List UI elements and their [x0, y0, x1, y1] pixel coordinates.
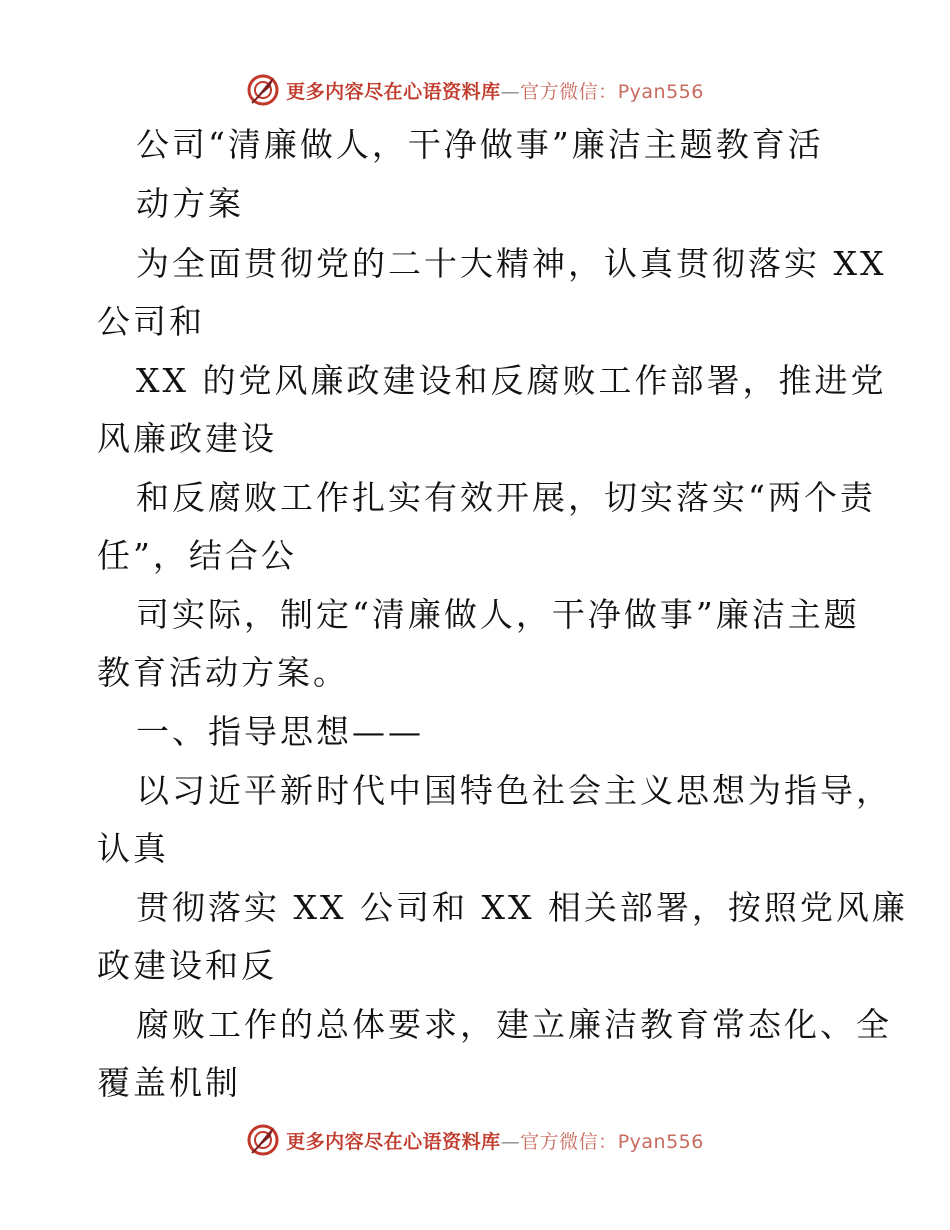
doc-title-line-2: 动方案 — [136, 184, 244, 223]
quill-logo-icon — [246, 73, 280, 107]
header-site-name: 更多内容尽在心语资料库 — [286, 80, 501, 103]
paragraph-line: 司实际，制定“清廉做人，干净做事”廉洁主题 — [136, 595, 860, 634]
paragraph-line: 覆盖机制 — [97, 1063, 241, 1102]
doc-title-line-1: 公司“清廉做人，干净做事”廉洁主题教育活 — [136, 125, 824, 164]
header-wechat-id: Pyan556 — [617, 80, 704, 103]
quill-logo-icon — [246, 1123, 280, 1157]
footer-banner-text — [286, 1127, 704, 1154]
header-wechat-label: 官方微信： — [520, 80, 618, 103]
paragraph-line: 贯彻落实 XX 公司和 XX 相关部署，按照党风廉 — [136, 888, 908, 927]
paragraph-line: 和反腐败工作扎实有效开展，切实落实“两个责 — [136, 478, 876, 517]
paragraph-line: 教育活动方案。 — [97, 653, 349, 692]
paragraph-line: XX 的党风廉政建设和反腐败工作部署，推进党 — [136, 361, 887, 400]
paragraph-line: 为全面贯彻党的二十大精神，认真贯彻落实 XX — [136, 244, 887, 283]
footer-site-name: 更多内容尽在心语资料库 — [286, 1130, 501, 1153]
section-heading: 一、指导思想—— — [136, 712, 424, 751]
paragraph-line: 腐败工作的总体要求，建立廉洁教育常态化、全 — [136, 1005, 892, 1044]
footer-wechat-label: 官方微信： — [520, 1130, 618, 1153]
header-dash: — — [500, 80, 521, 103]
footer-dash: — — [500, 1130, 521, 1153]
paragraph-line: 政建设和反 — [97, 946, 277, 985]
footer-banner — [0, 1120, 950, 1160]
paragraph-line: 以习近平新时代中国特色社会主义思想为指导， — [136, 771, 892, 810]
footer-wechat-id: Pyan556 — [617, 1130, 704, 1153]
paragraph-line: 认真 — [97, 829, 169, 868]
paragraph-line: 任”，结合公 — [97, 536, 297, 575]
paragraph-line: 风廉政建设 — [97, 419, 277, 458]
header-banner — [0, 70, 950, 110]
paragraph-line: 公司和 — [97, 302, 205, 341]
header-banner-text — [286, 77, 704, 104]
